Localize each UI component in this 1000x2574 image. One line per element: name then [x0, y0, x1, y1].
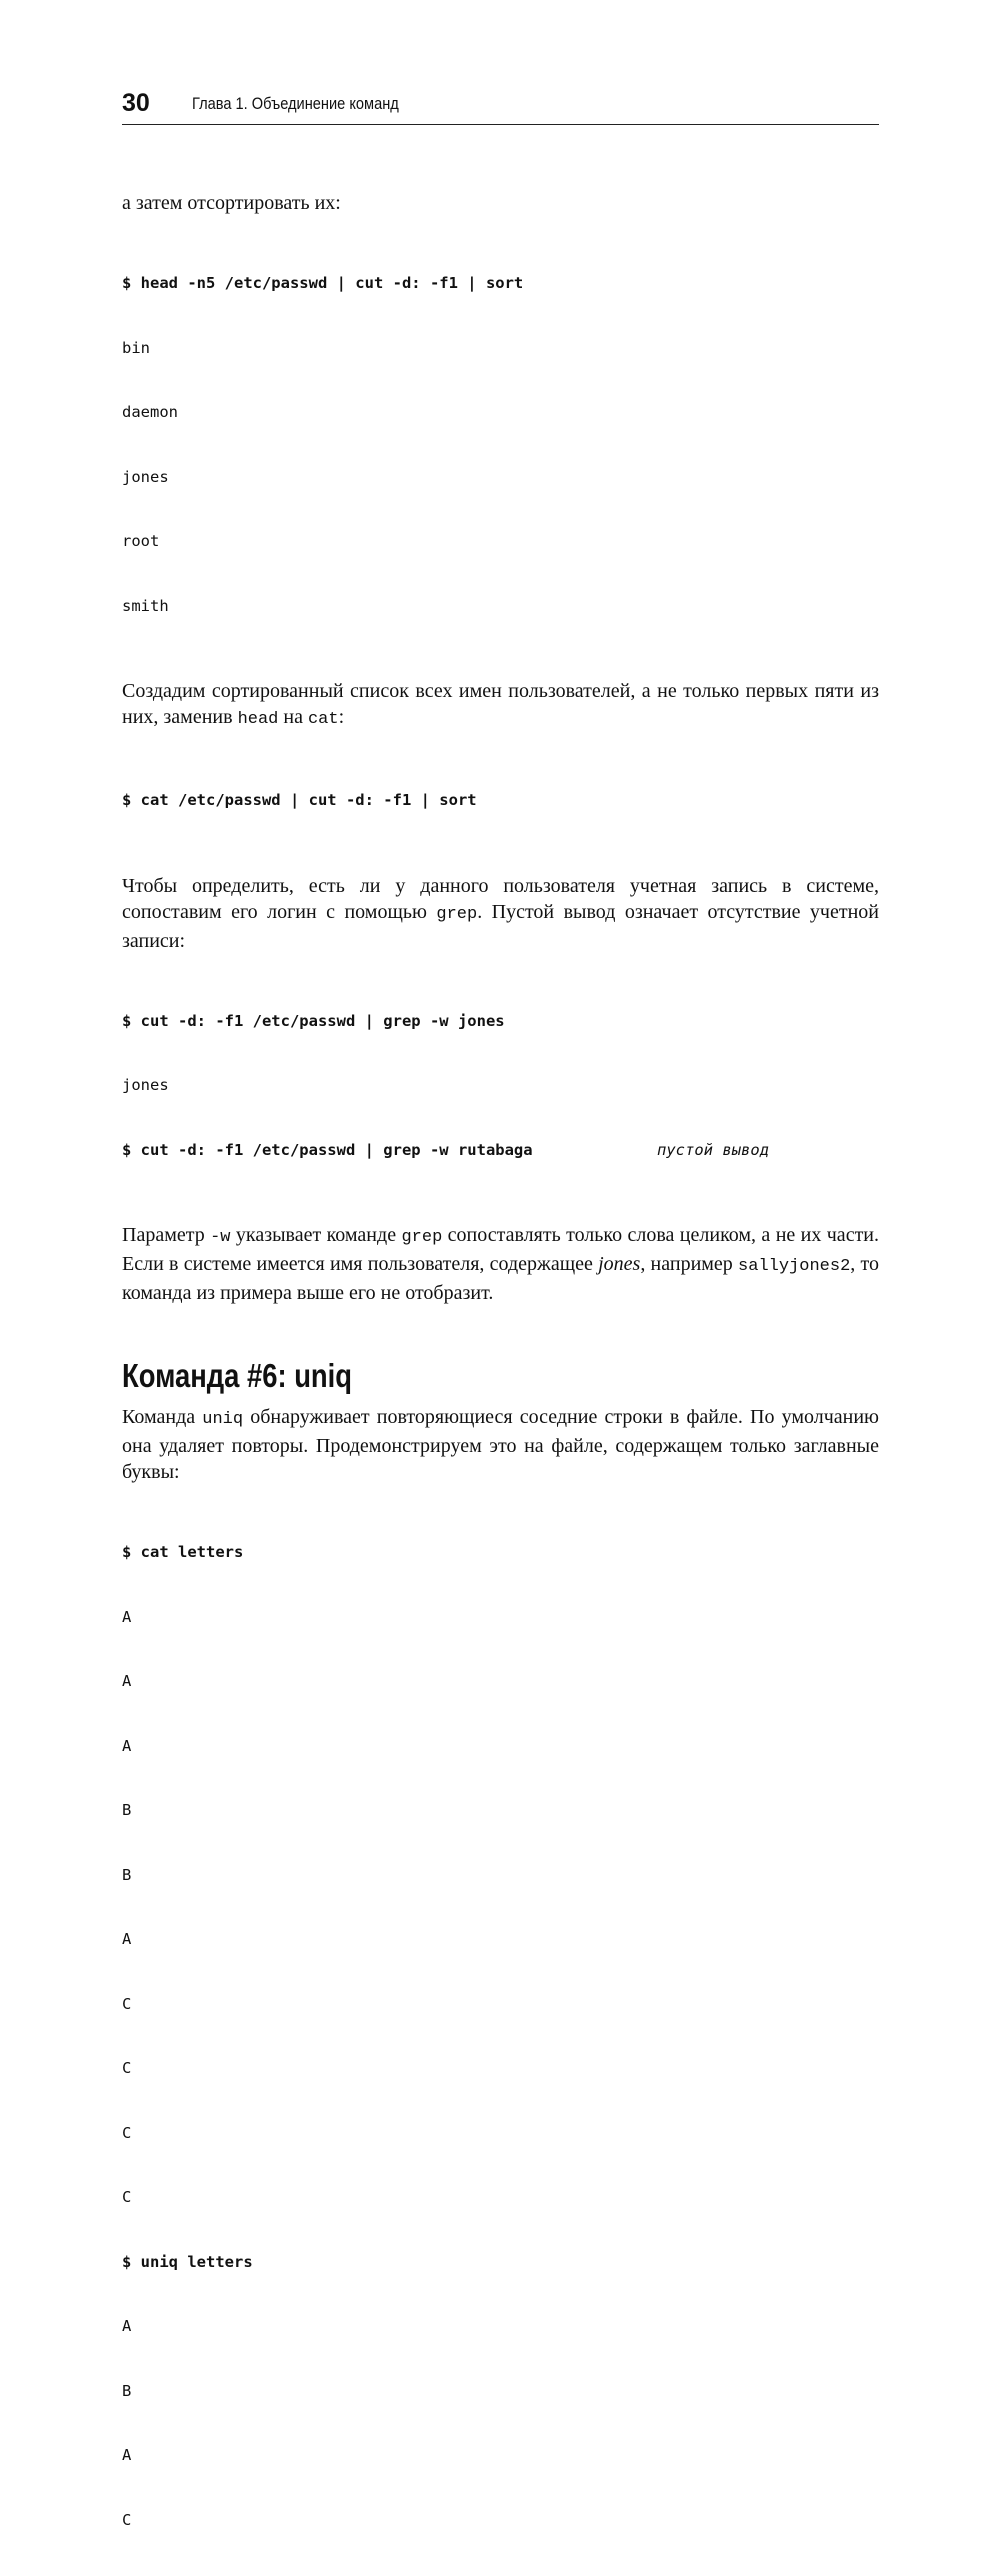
inline-code: sallyjones2: [738, 1257, 851, 1276]
page-number: 30: [122, 89, 150, 117]
code-command: $ head -n5 /etc/passwd | cut -d: -f1 | sort: [122, 274, 524, 292]
code-command: $ cut -d: -f1 /etc/passwd | grep -w rutabaga: [122, 1140, 533, 1159]
code-output-line: A: [122, 2317, 132, 2335]
code-output-line: smith: [122, 596, 169, 615]
code-output-line: B: [122, 1801, 132, 1819]
code-command: $ cut -d: -f1 /etc/passwd | grep -w jones: [122, 1011, 505, 1030]
inline-code: head: [237, 710, 279, 729]
page-header: [122, 88, 879, 125]
code-output-line: root: [122, 532, 160, 550]
chapter-title: Глава 1. Объединение команд: [192, 94, 399, 113]
paragraph-intro: а затем отсортировать их:: [122, 192, 341, 214]
code-block-head-sort: [122, 230, 879, 660]
code-command: $ cat /etc/passwd | cut -d: -f1 | sort: [122, 791, 477, 809]
code-block-grep: [122, 968, 879, 1205]
code-output-line: jones: [122, 1076, 169, 1094]
code-output-line: jones: [122, 467, 169, 486]
paragraph-uniq-intro: Команда uniq обнаруживает повторяющиеся соседние строки в файле. По умолчанию она удаляет повторы. Продемонстрируем это на файле, содержащем только заглавные буквы:: [122, 1406, 879, 1483]
code-output-line: B: [122, 1865, 132, 1884]
inline-code: grep: [401, 1228, 443, 1247]
inline-code: -w: [210, 1228, 231, 1247]
code-output-line: C: [122, 2059, 132, 2077]
code-output-line: A: [122, 1736, 132, 1755]
code-annotation: пустой вывод: [657, 1140, 769, 1159]
paragraph-w-option: Параметр -w указывает команде grep сопоставлять только слова целиком, а не их части. Если в системе имеется имя пользователя, содержащее jones, например sallyjones2, то команда из примера выше его не отобразит.: [122, 1224, 880, 1304]
paragraph-sorted-list: Создадим сортированный список всех имен пользователей, а не только первых пяти из них, заменив head на cat:: [122, 680, 879, 729]
code-command-line: [122, 1140, 879, 1162]
section-heading: Команда #6: uniq: [122, 1357, 353, 1394]
inline-code: grep: [436, 904, 478, 924]
code-output-line: A: [122, 1672, 132, 1690]
code-block-cat-sort: [122, 747, 879, 855]
inline-code: uniq: [202, 1410, 244, 1429]
code-output-line: C: [122, 2123, 132, 2142]
code-output-line: C: [122, 2510, 132, 2529]
paragraph-grep-check: Чтобы определить, есть ли у данного пользователя учетная запись в системе, сопоставим его логин с помощью grep. Пустой вывод означает отсутствие учетной записи:: [122, 874, 880, 952]
code-command: $ cat letters: [122, 1543, 244, 1561]
code-output-line: A: [122, 1607, 132, 1626]
code-output-line: B: [122, 2381, 132, 2400]
code-output-line: C: [122, 2188, 132, 2206]
code-output-line: C: [122, 1994, 132, 2013]
inline-code: cat: [307, 710, 339, 729]
code-output-line: daemon: [122, 403, 178, 421]
code-output-line: A: [122, 1930, 132, 1948]
italic-term: jones: [598, 1253, 641, 1275]
code-command: $ uniq letters: [122, 2252, 253, 2271]
code-block-uniq: [122, 1499, 879, 2574]
page-body: [122, 190, 879, 2574]
code-output-line: A: [122, 2446, 132, 2464]
code-output-line: bin: [122, 338, 150, 357]
